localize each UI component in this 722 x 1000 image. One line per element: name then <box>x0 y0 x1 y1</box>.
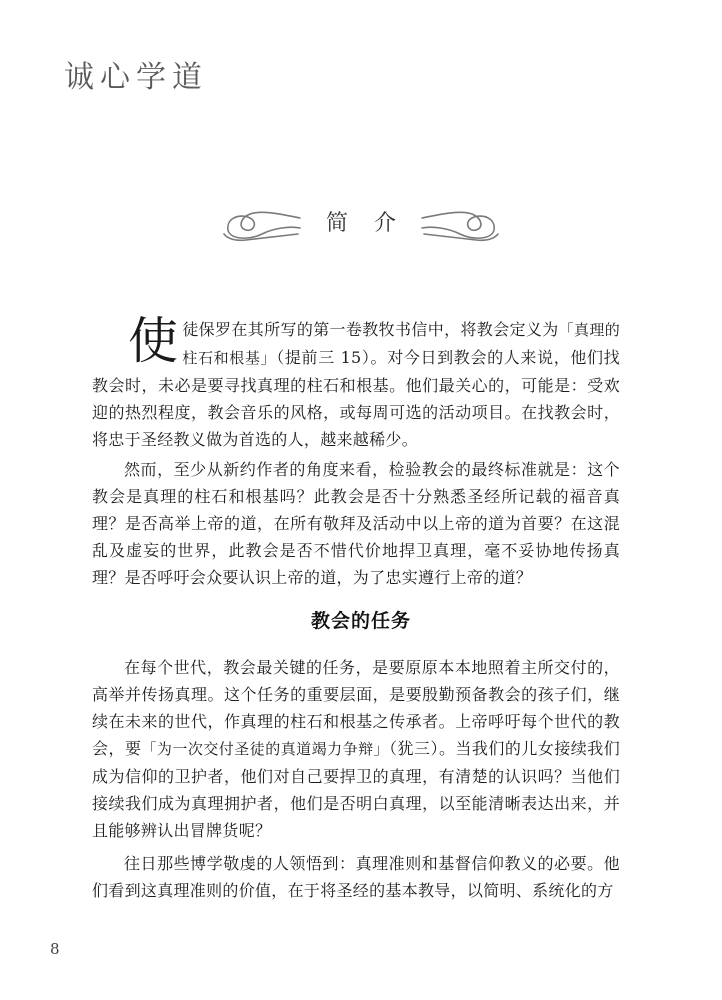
book-title: 诚心学道 <box>64 60 208 95</box>
paragraph-text: 然而，至少从新约作者的角度来看，检验教会的最终标准就是：这个教会是真理的柱石和根基吗？此教会是否十分熟悉圣经所记载的福音真理？是否高举上帝的道，在所有敬拜及活动中以上帝的道为首要？在这混乱及虚妄的世界，此教会是否不惜代价地捍卫真理，毫不妥协地传扬真理？是否呼吁会众要认识上帝的道，为了忠实遵行上帝的道？ <box>92 460 620 587</box>
paragraph-intro <box>92 312 620 453</box>
paragraph-text: （提前三 15）。对今日到教会的人来说，他们找教会时，未必是要寻找真理的柱石和根基。他们最关心的，可能是：受欢迎的热烈程度，教会音乐的风格，或每周可选的活动项目。在找教会时，将忠于圣经教义做为首选的人，越来越稀少。 <box>92 348 620 449</box>
paragraph-text: 往日那些博学敬虔的人领悟到：真理准则和基督信仰教义的必要。他们看到这真理准则的价值，在于将圣经的基本教导，以简明、系统化的方 <box>92 854 620 900</box>
paragraph-text: （犹三）。当我们的儿女接续我们成为信仰的卫护者，他们对自己要捍卫的真理，有清楚的认识吗？当他们接续我们成为真理拥护者，他们是否明白真理，以至能清晰表达出来，并且能够辨认出冒牌货呢？ <box>92 739 620 840</box>
paragraph-third <box>92 654 620 844</box>
paragraph-text: 在每个世代，教会最关键的任务，是要原原本本地照着主所交付的，高举并传扬真理。这个任务的重要层面，是要殷勤预备教会的孩子们，继续在未来的世代，作真理的柱石和根基之传承者。上帝呼吁每个世代的教会，要 <box>92 658 620 758</box>
drop-cap: 使 <box>128 312 179 370</box>
section-title: 简介 <box>325 211 422 236</box>
paragraph-text: 徒保罗在其所写的第一卷教牧书信中，将教会定义为 <box>182 320 559 339</box>
paragraph-fourth <box>92 850 620 904</box>
scripture-quote: 「真理的柱石和根基」 <box>182 321 620 367</box>
paragraph-second <box>92 456 620 591</box>
subheading: 教会的任务 <box>310 610 411 632</box>
scripture-quote: 「为一次交付圣徒的真道竭力争辩」 <box>141 740 390 758</box>
section-heading <box>0 196 722 252</box>
page-number: 8 <box>50 940 60 958</box>
